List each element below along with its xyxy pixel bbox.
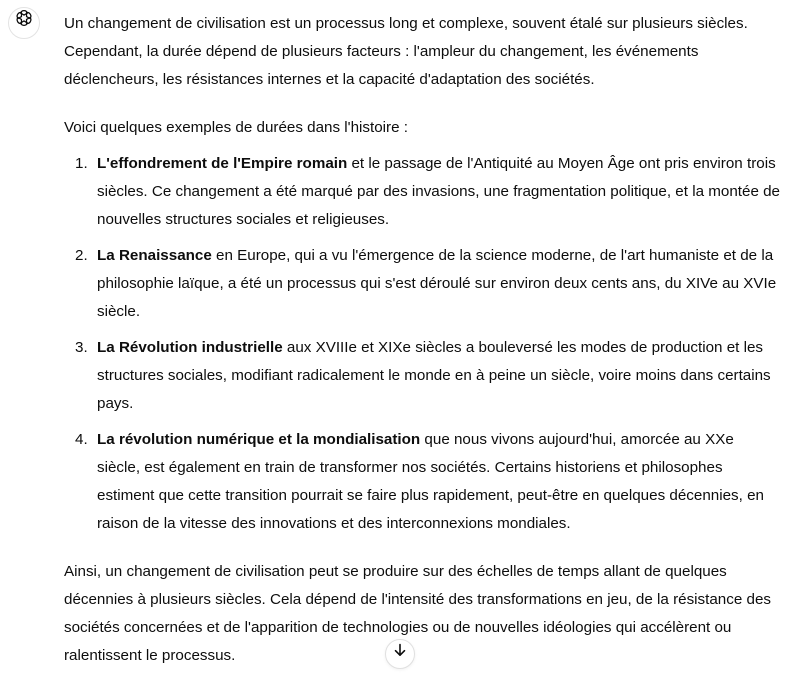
message-intro: Un changement de civilisation est un processus long et complexe, souvent étalé sur plusieurs siècles. Cependant, la durée dépend de plusieurs facteurs : l'ampleur du changement, les événements déclencheurs, les résistances internes et la capacité d'adaptation des sociétés. <box>64 15 748 88</box>
examples-list <box>64 150 780 538</box>
list-item <box>75 334 780 418</box>
list-item <box>75 150 781 234</box>
list-item-number: 4. <box>75 431 88 448</box>
list-item-title: La Révolution industrielle <box>97 339 283 356</box>
list-item-number: 1. <box>75 155 88 172</box>
openai-logo-icon <box>14 8 34 38</box>
list-item-text: en Europe, qui a vu l'émergence de la science moderne, de l'art humaniste et de la philosophie laïque, a été un processus qui s'est déroulé sur environ deux cents ans, du XIVe au XVIe siècle. <box>97 247 777 320</box>
list-item-title: La révolution numérique et la mondialisation <box>97 431 421 448</box>
assistant-message <box>64 10 780 670</box>
list-item <box>75 242 780 326</box>
list-item-text: aux XVIIIe et XIXe siècles a bouleversé les modes de production et les structures sociales, modifiant radicalement le monde en à peine un siècle, voire moins dans certains pays. <box>97 339 771 412</box>
scroll-to-bottom-button[interactable] <box>385 639 415 669</box>
list-item-text: que nous vivons aujourd'hui, amorcée au XXe siècle, est également en train de transformer nos sociétés. Certains historiens et philosophes estiment que cette transition pourrait se faire plus rapidement, peut-être en quelques décennies, en raison de la vitesse des innovations et des interconnexions mondiales. <box>97 431 764 532</box>
list-item-number: 3. <box>75 339 88 356</box>
list-item-title: L'effondrement de l'Empire romain <box>97 155 348 172</box>
list-item <box>75 426 780 538</box>
list-item-text: et le passage de l'Antiquité au Moyen Âge ont pris environ trois siècles. Ce changement a été marqué par des invasions, une fragmentation politique, et la montée de nouvelles structures sociales et religieuses. <box>97 155 781 228</box>
message-conclusion: Ainsi, un changement de civilisation peut se produire sur des échelles de temps allant de quelques décennies à plusieurs siècles. Cela dépend de l'intensité des transformations en jeu, de la résistance des sociétés concernées et de l'apparition de technologies ou de nouvelles idéologies qui accélèrent ou ralentissent le processus. <box>64 563 772 664</box>
arrow-down-icon <box>392 640 408 668</box>
list-item-title: La Renaissance <box>97 247 212 264</box>
list-item-number: 2. <box>75 247 88 264</box>
message-lead: Voici quelques exemples de durées dans l'histoire : <box>64 119 408 136</box>
assistant-avatar <box>8 7 40 39</box>
